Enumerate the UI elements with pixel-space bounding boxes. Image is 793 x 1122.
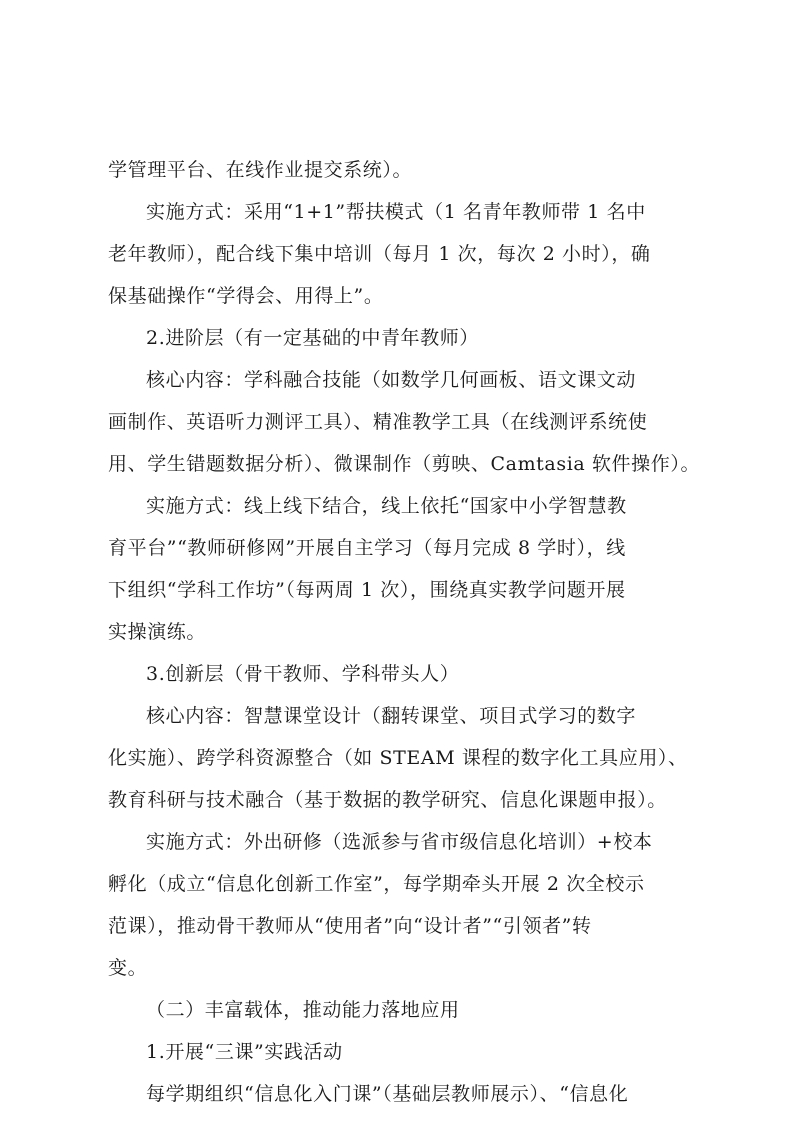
text-line-12: 实操演练。 (108, 621, 207, 643)
text-line-19: 范课），推动骨干教师从“使用者”向“设计者”“引领者”转 (108, 915, 592, 937)
section-heading-carriers: （二）丰富载体，推动能力落地应用 (146, 999, 460, 1021)
text-line-2: 实施方式：采用“1+1”帮扶模式（1 名青年教师带 1 名中 (146, 201, 646, 223)
text-line-9: 实施方式：线上线下结合，线上依托“国家中小学智慧教 (146, 495, 627, 517)
subheading-three-lessons: 1.开展“三课”实践活动 (146, 1041, 343, 1063)
text-line-16: 教育科研与技术融合（基于数据的教学研究、信息化课题申报）。 (108, 789, 667, 811)
text-line-7: 画制作、英语听力测评工具）、精准教学工具（在线测评系统使 (108, 411, 648, 433)
text-line-6: 核心内容：学科融合技能（如数学几何画板、语文课文动 (146, 369, 637, 391)
text-line-3: 老年教师），配合线下集中培训（每月 1 次，每次 2 小时），确 (108, 243, 651, 265)
text-line-10: 育平台”“教师研修网”开展自主学习（每月完成 8 学时），线 (108, 537, 626, 559)
text-line-11: 下组织“学科工作坊”（每两周 1 次），围绕真实教学问题开展 (108, 579, 626, 601)
section-heading-advanced: 2.进阶层（有一定基础的中青年教师） (146, 327, 479, 349)
text-line-15: 化实施）、跨学科资源整合（如 STEAM 课程的数字化工具应用）、 (108, 747, 688, 769)
text-line-8: 用、学生错题数据分析）、微课制作（剪映、Camtasia 软件操作）。 (108, 453, 701, 475)
text-line-23: 每学期组织“信息化入门课”（基础层教师展示）、“信息化 (146, 1083, 629, 1105)
text-line-20: 变。 (108, 957, 148, 979)
text-line-1: 学管理平台、在线作业提交系统）。 (108, 159, 413, 181)
text-line-4: 保基础操作“学得会、用得上”。 (108, 285, 384, 307)
text-line-17: 实施方式：外出研修（选派参与省市级信息化培训）+校本 (146, 831, 653, 853)
text-line-18: 孵化（成立“信息化创新工作室”，每学期牵头开展 2 次全校示 (108, 873, 645, 895)
text-line-14: 核心内容：智慧课堂设计（翻转课堂、项目式学习的数字 (146, 705, 637, 727)
section-heading-innovation: 3.创新层（骨干教师、学科带头人） (146, 663, 460, 685)
